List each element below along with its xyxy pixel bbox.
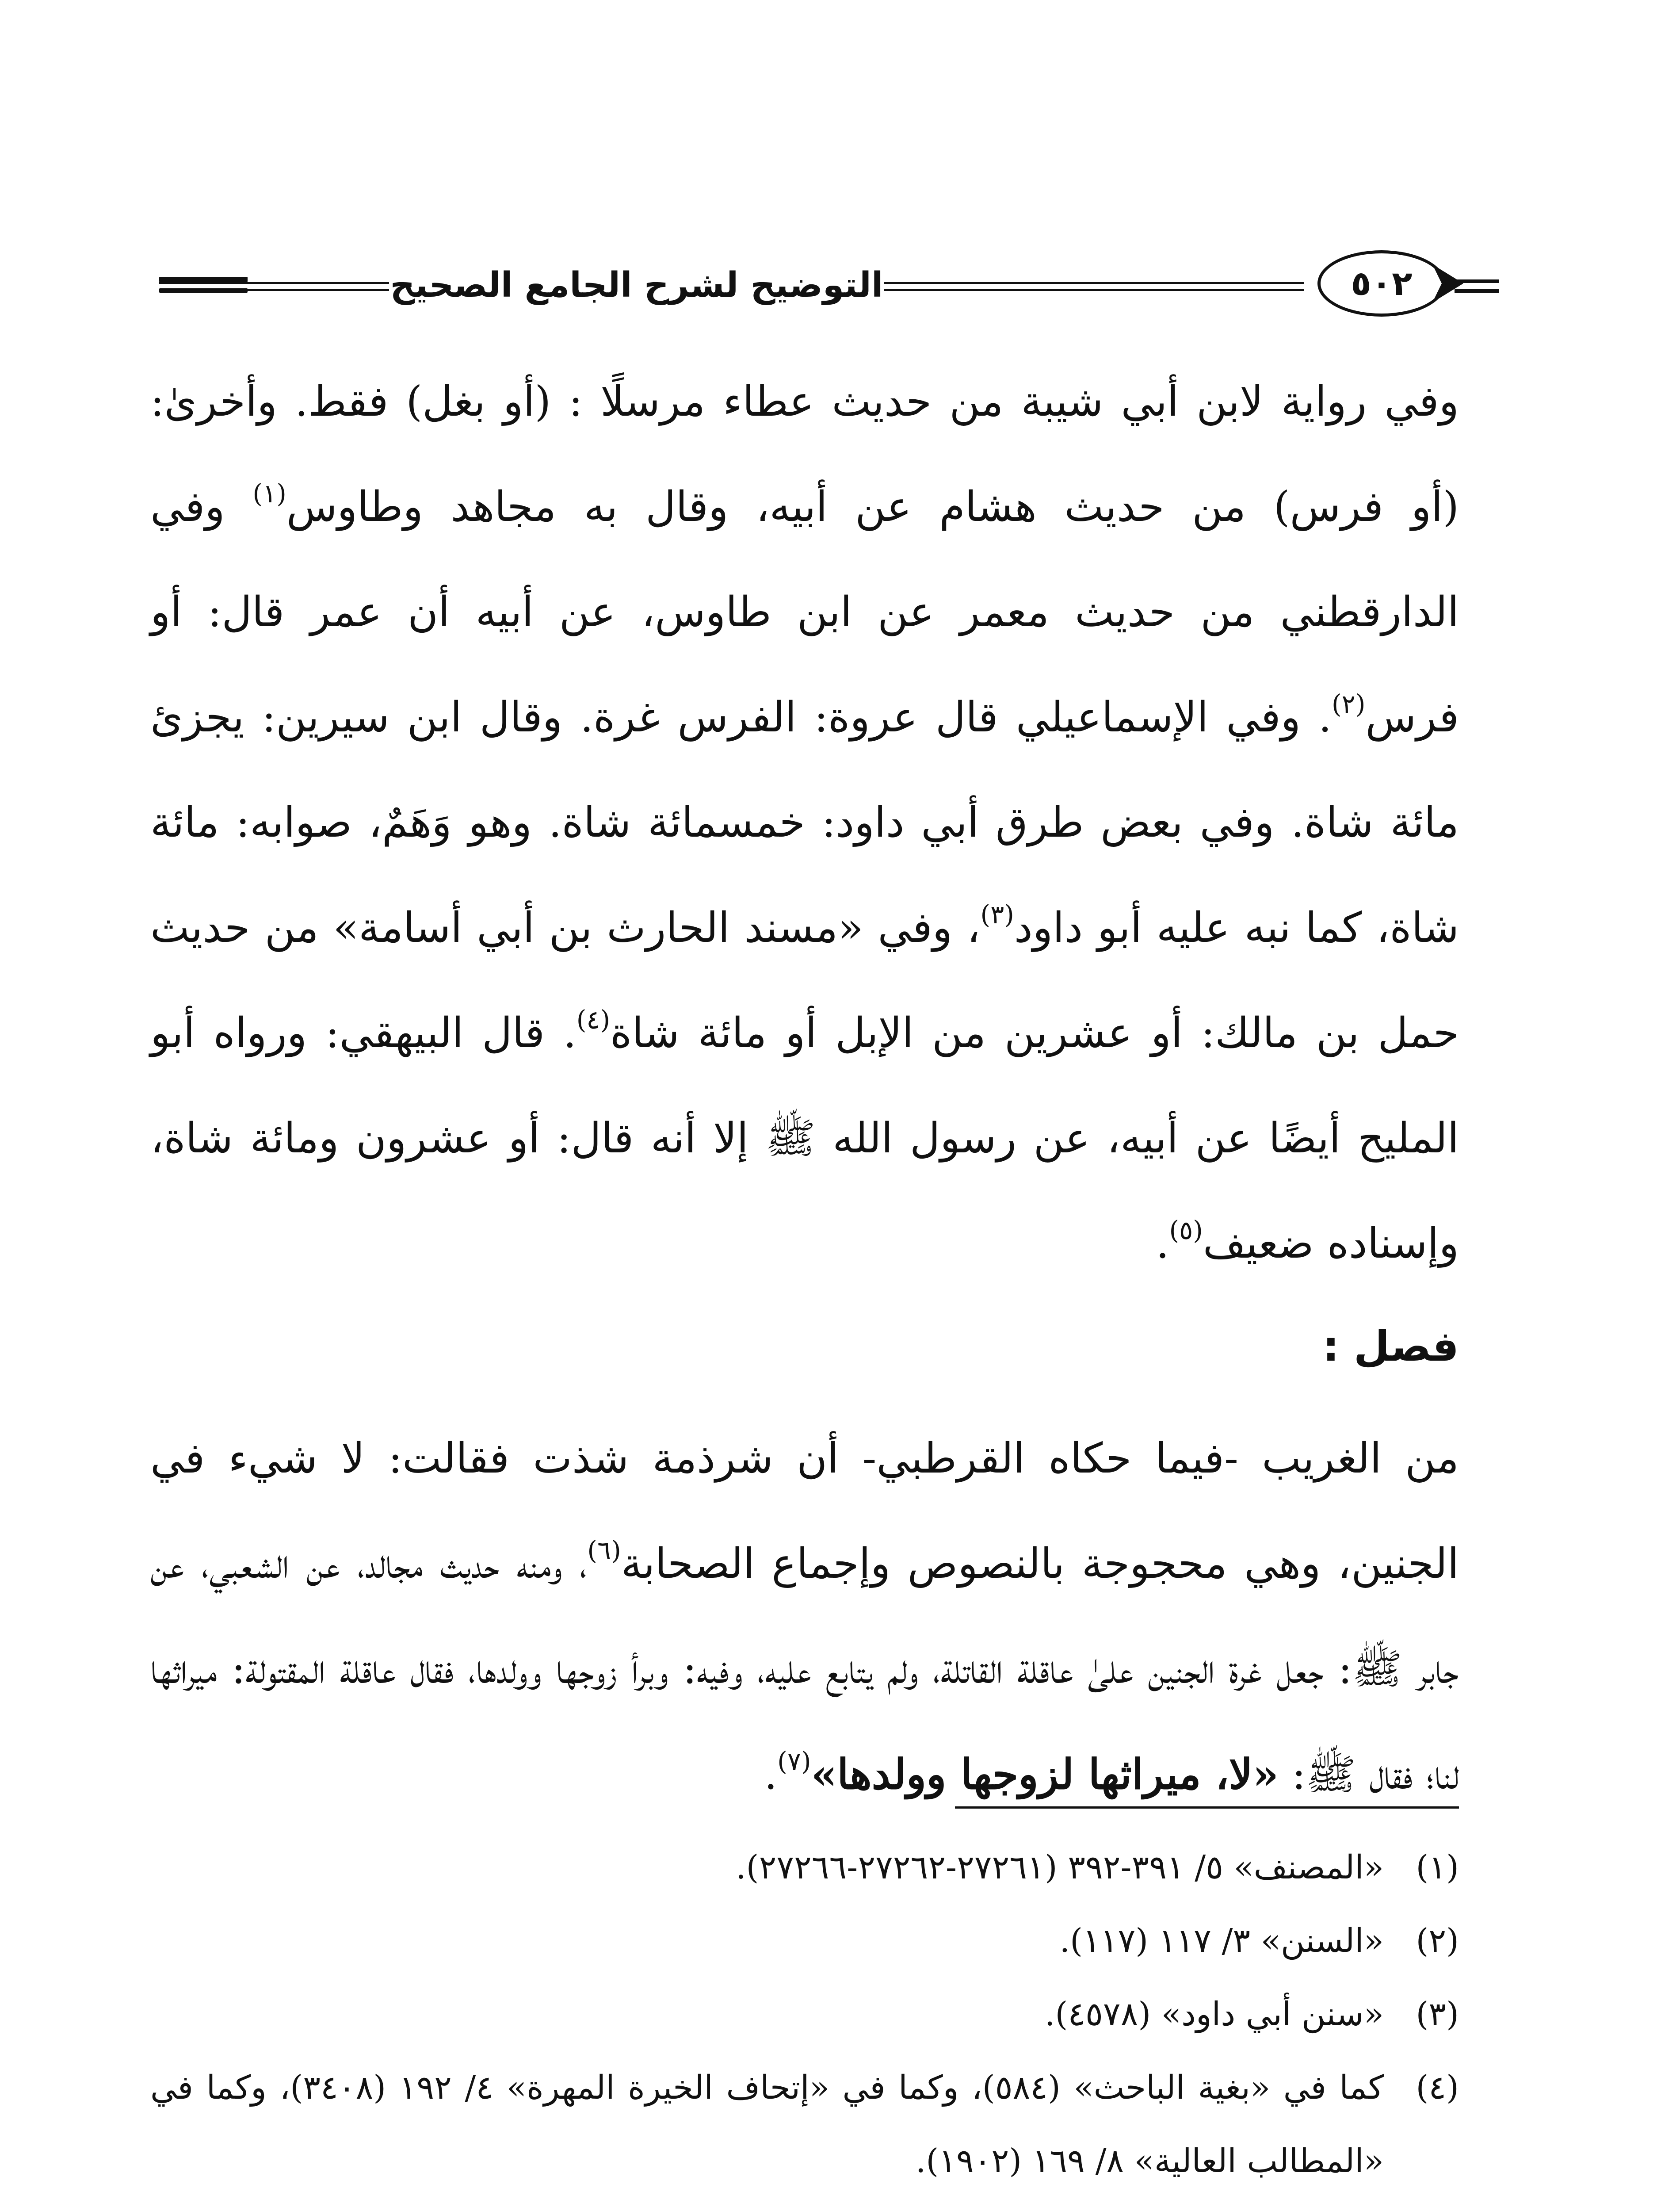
ornament-line [1455,289,1499,293]
footnote-text [150,2198,1384,2211]
running-header [159,248,1455,323]
footnote-text: «سنن أبي داود» (٤٥٧٨). [1044,1995,1384,2033]
text-run: وفي الدارقطني من حديث معمر عن ابن طاوس، عن أبيه أن عمر قال: أو فرس [150,483,1459,742]
footnotes [150,1831,1459,2211]
text-run: . [764,1751,778,1799]
footnote-text: «السنن» ٣/ ١١٧ (١١٧). [1059,1922,1384,1960]
footnote-ref-6[interactable]: (٦) [587,1535,621,1565]
section-heading: فصل : [1322,1323,1459,1371]
running-title: التوضيح لشرح الجامع الصحيح [389,252,884,318]
text-run: . قال البيهقي: ورواه أبو المليح أيضًا عن أبيه، عن رسول الله ﷺ إلا أنه قال: أو عشرون ومائة شاة، وإسناده ضعيف [150,1009,1459,1268]
footnote-ref-5[interactable]: (٥) [1169,1215,1203,1245]
footnote-item [150,1831,1459,1904]
footnote-item [150,1978,1459,2051]
footnote-ref-2[interactable]: (٢) [1332,689,1366,719]
text-run: من الغريب -فيما حكاه القرطبي- أن شرذمة شذت فقالت: لا شيء في الجنين، وهي محجوجة بالنصوص وإجماع الصحابة [150,1434,1459,1588]
text-run: ، وفي «مسند الحارث بن أبي أسامة» من حديث حمل بن مالك: أو عشرين من الإبل أو مائة شاة [150,904,1459,1057]
main-text [150,349,1459,1828]
hadith-quote: «لا، ميراثها لزوجها وولدها» [811,1750,1279,1799]
footnote-number [1384,2198,1459,2211]
paragraph-1 [150,349,1459,1297]
footnote-item [150,2198,1459,2211]
page-number-ornament [1304,248,1472,323]
footnote-number: (١) [1416,1848,1459,1886]
footnote-ref-3[interactable]: (٣) [980,899,1014,930]
footnote-number: (٤) [1416,2069,1459,2107]
text-run: . وفي الإسماعيلي قال عروة: الفرس غرة. وقال ابن سيرين: يجزئ مائة شاة. وفي بعض طرق أبي داود: خمسمائة شاة. وهو وَهَمٌ، صوابه: مائة شاة، كما نبه عليه أبو داود [150,693,1459,952]
footnote-text: «المصنف» ٥/ ٣٩١-٣٩٢ (٢٧٢٦١-٢٧٢٦٢-٢٧٢٦٦). [736,1848,1384,1886]
footnote-separator [955,1806,1459,1809]
footnote-number: (٢) [1416,1922,1459,1960]
page-number: ٥٠٢ [1317,250,1446,317]
paragraph-2 [150,1406,1459,1828]
text-run: . [1156,1220,1169,1268]
footnote-ref-1[interactable]: (١) [252,478,286,509]
header-rule-end [159,277,248,282]
header-rule-end [159,288,248,293]
text-run: ، ومنه حديث مجالد، عن الشعبي، عن جابر ﷺ: جعل غرة الجنين علىٰ عاقلة القاتلة، ولم يتابع عليه، وفيه: وبرأ زوجها وولدها، فقال عاقلة المقتولة: ميراثها لنا؛ فقال ﷺ: [150,1540,1459,1799]
footnote-ref-4[interactable]: (٤) [576,1004,611,1035]
footnote-item [150,2051,1459,2198]
footnote-number: (٣) [1416,1995,1459,2033]
footnote-ref-7[interactable]: (٧) [777,1746,811,1776]
footnote-item [150,1904,1459,1978]
text-run: وفي رواية لابن أبي شيبة من حديث عطاء مرسلًا : (أو بغل) فقط. وأخرىٰ: (أو فرس) من حديث هشام عن أبيه، وقال به مجاهد وطاوس [150,378,1459,531]
footnote-text: كما في «بغية الباحث» (٥٨٤)، وكما في «إتحاف الخيرة المهرة» ٤/ ١٩٢ (٣٤٠٨)، وكما في «المطالب العالية» ٨/ ١٦٩ (١٩٠٢). [150,2069,1384,2180]
